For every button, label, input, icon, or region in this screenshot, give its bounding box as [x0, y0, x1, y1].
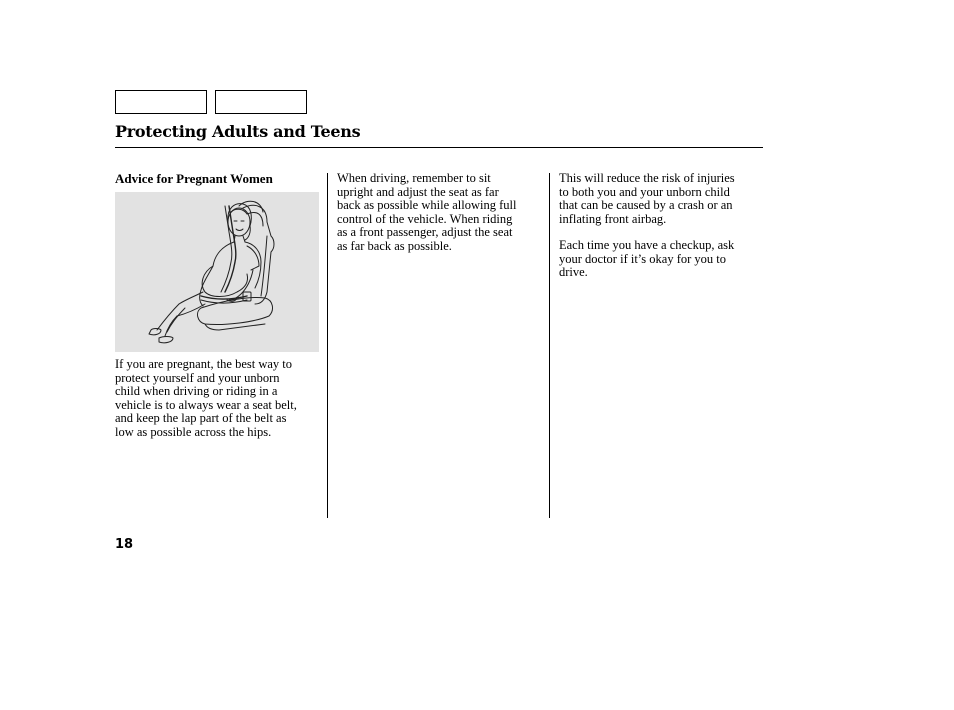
text-line: When driving, remember to sit	[337, 171, 491, 185]
nav-tab-box-2[interactable]	[215, 90, 307, 114]
text-line: control of the vehicle. When riding	[337, 211, 513, 226]
col3-paragraph-2	[559, 239, 734, 280]
text-line: to both you and your unborn child	[559, 184, 730, 199]
woman-shoe-right	[159, 337, 173, 343]
text-line: inflating front airbag.	[559, 211, 667, 226]
pregnant-woman-seatbelt-illustration	[115, 192, 319, 352]
text-line: that can be caused by a crash or an	[559, 198, 733, 212]
text-line: Each time you have a checkup, ask	[559, 238, 735, 252]
text-line: and keep the lap part of the belt as	[115, 411, 287, 425]
col2-paragraph	[337, 172, 516, 253]
nav-tab-box-1[interactable]	[115, 90, 207, 114]
col1-paragraph	[115, 358, 297, 439]
text-line: child when driving or riding in a	[115, 384, 278, 398]
text-line: If you are pregnant, the best way to	[115, 357, 293, 371]
seat-back	[243, 205, 274, 304]
section-heading: Advice for Pregnant Women	[115, 171, 273, 186]
page-number: 18	[115, 537, 134, 552]
column-divider-1	[327, 173, 328, 518]
text-line: vehicle is to always wear a seat belt,	[115, 397, 297, 412]
text-line: protect yourself and your unborn	[115, 370, 280, 385]
col3-paragraph-1	[559, 172, 735, 226]
text-line: your doctor if it’s okay for you to	[559, 251, 726, 266]
text-line: low as possible across the hips.	[115, 424, 272, 439]
woman-shoe-left	[149, 329, 161, 335]
page-title: Protecting Adults and Teens	[115, 122, 361, 141]
column-divider-2	[549, 173, 550, 518]
text-line: back as possible while allowing full	[337, 198, 517, 212]
text-line: This will reduce the risk of injuries	[559, 171, 735, 185]
text-line: upright and adjust the seat as far	[337, 184, 499, 199]
text-line: as a front passenger, adjust the seat	[337, 225, 513, 239]
title-divider	[115, 147, 763, 148]
text-line: as far back as possible.	[337, 238, 452, 253]
text-line: drive.	[559, 265, 588, 279]
